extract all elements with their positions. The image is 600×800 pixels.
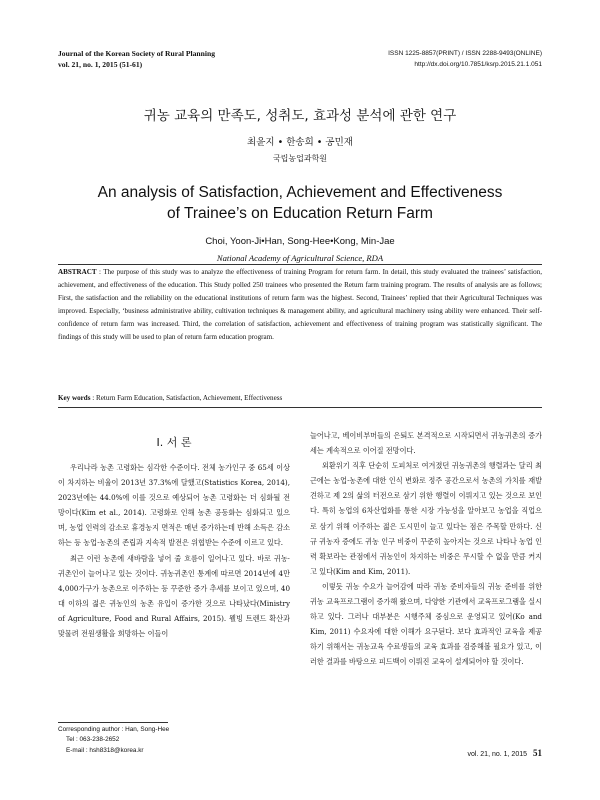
corresponding-author: Corresponding author : Han, Song-Hee xyxy=(58,726,170,733)
keywords-label: Key words xyxy=(58,394,91,402)
divider-top xyxy=(58,264,542,265)
abstract-label: ABSTRACT xyxy=(58,268,97,276)
keywords-text: : Return Farm Education, Satisfaction, Achievement, Effectiveness xyxy=(90,394,283,402)
footer-issue: vol. 21, no. 1, 2015 xyxy=(467,751,527,758)
page-number: 51 xyxy=(533,748,542,758)
affiliation-korean: 국립농업과학원 xyxy=(272,154,328,163)
section-heading: I. 서 론 xyxy=(156,436,192,449)
right-column xyxy=(310,428,542,670)
telephone: Tel : 063-238-2652 xyxy=(66,736,120,744)
left-column xyxy=(58,460,290,641)
paragraph: 우리나라 농촌 고령화는 심각한 수준이다. 전체 농가인구 중 65세 이상이 차지하는 비율이 2013년 37.3%에 달했고(Statistics Korea, 2014), 2023년에는 44.0%에 이를 것으로 예상되어 농촌 고령화는 더 심화될 전망이다(Kim et al., 2014). 고령화로 인해 농촌 공동화는 심화되고 있으며, 농업 인력의 감소로 휴경농지 면적은 매년 증가하는데 반해 소득은 감소하는 등 농업·농촌의 존립과 지속적 발전은 위협받는 수준에 이르고 있다. xyxy=(58,463,290,548)
issn-doi xyxy=(388,48,542,70)
authors-english: Choi, Yoon-Ji•Han, Song-Hee•Kong, Min-Jae xyxy=(205,236,395,247)
paragraph: 늘어나고, 베이비부머들의 은퇴도 본격적으로 시작되면서 귀농귀촌의 증가세는 계속적으로 이어질 전망이다. xyxy=(310,431,542,456)
page-footer xyxy=(467,748,542,758)
footnote-rule xyxy=(58,722,168,723)
abstract-text: : The purpose of this study was to analyze the effectiveness of training Program for return farm. In detail, this study evaluated the trainees’ satisfaction, achievement, and effectiveness of the education. This Study polled 250 trainees who presented the Return farm training program. The results of analysis are as follows; First, the satisfaction and the reliability on the educational institutions of return farm was the highest. Second, Trainees’ replied that their Agricultural Techniques was improved. Especially, ‘business administrative ability, cultivation techniques & management ability, and agricultural machinery using ability were enhanced. Their self-confidence of return farm was increased. Third, the correlation of satisfaction, achievement and effectiveness of training program was statistically significant. The findings of this study will be used to plan of return farm education program. xyxy=(58,268,542,342)
journal-volume: vol. 21, no. 1, 2015 (51-61) xyxy=(58,60,143,69)
title-english-line1: An analysis of Satisfaction, Achievement and Effectiveness xyxy=(97,184,503,201)
authors-korean: 최윤지 • 한송희 • 공민재 xyxy=(247,137,353,148)
paragraph: 외환위기 직후 단순히 도피처로 여겨졌던 귀농귀촌의 행렬과는 달리 최근에는 농업·농촌에 대한 인식 변화로 정주 공간으로서 농촌의 가치를 재발견하고 제 2의 삶의 터전으로 삼기 위한 행렬이 이뤄지고 있는 것으로 보인다. 특히 농업의 6차산업화를 통한 시장 가능성을 알아보고 농업을 직업으로 삼기 위해 이주하는 젊은 도시민이 늘고 있다는 점은 주목할 만하다. 신규 귀농자 증에도 귀농 인구 비중이 꾸준히 높아지는 것으로 나타나 농업 인력 확보라는 관점에서 귀농인이 차지하는 비중은 무시할 수 없을 만큼 커지고 있다(Kim and Kim, 2011). xyxy=(310,461,542,576)
footnote xyxy=(58,725,290,756)
title-korean: 귀농 교육의 만족도, 성취도, 효과성 분석에 관한 연구 xyxy=(143,108,457,124)
issn: ISSN 1225-8857(PRINT) / ISSN 2288-9493(ONLINE) xyxy=(388,50,542,57)
paragraph: 이렇듯 귀농 수요가 늘어감에 따라 귀농 준비자들의 귀농 준비를 위한 귀농 교육프로그램이 증가해 왔으며, 다양한 기관에서 교육프로그램을 실시하고 있다. 그러나 대부분은 시행주체 중심으로 운영되고 있어(Ko and Kim, 2011) 수요자에 대한 이해가 요구된다. 보다 효과적인 교육을 제공하기 위해서는 귀농교육 수료생들의 교육 효과를 검증해볼 필요가 있고, 이러한 결과를 바탕으로 피드백이 이뤄진 교육이 설계되어야 할 것이다. xyxy=(310,581,542,667)
paragraph: 최근 이런 농촌에 새바람을 넣어 줄 흐름이 일어나고 있다. 바로 귀농·귀촌인이 늘어나고 있는 것이다. 귀농귀촌인 통계에 따르면 2014년에 4만 4,000가구가 농촌으로 이주하는 등 꾸준한 증가 추세를 보이고 있으며, 40대 이하의 젊은 귀농인의 농촌 유입이 증가한 것으로 나타났다(Ministry of Agriculture, Food and Rural Affairs, 2015). 웰빙 트렌드 확산과 맞물려 전원생활을 희망하는 이들이 xyxy=(58,553,290,639)
doi-link[interactable]: http://dx.doi.org/10.7851/ksrp.2015.21.1.051 xyxy=(414,61,542,68)
abstract xyxy=(58,266,542,345)
journal-name: Journal of the Korean Society of Rural Planning xyxy=(58,49,216,58)
title-english-line2: of Trainee’s on Education Return Farm xyxy=(167,205,433,222)
journal-info xyxy=(58,48,215,70)
divider-bottom xyxy=(58,407,542,408)
keywords xyxy=(58,393,542,404)
affiliation-english: National Academy of Agricultural Science, RDA xyxy=(216,253,384,263)
email: E-mail : hsh8318@korea.kr xyxy=(66,746,144,754)
title-english xyxy=(0,182,600,224)
